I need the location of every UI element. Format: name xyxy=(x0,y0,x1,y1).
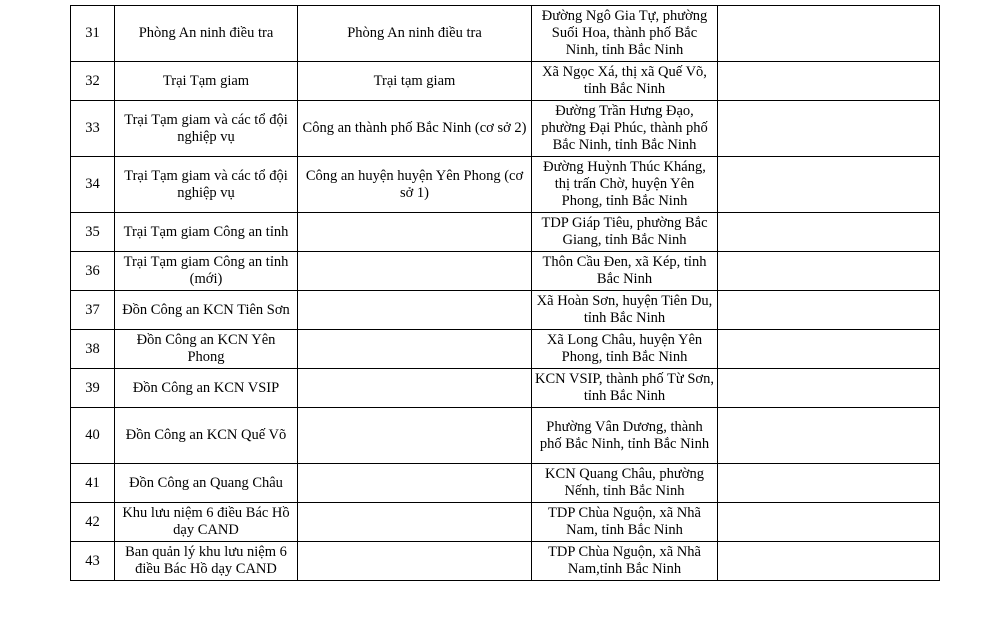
address: Phường Vân Dương, thành phố Bắc Ninh, tỉnh Bắc Ninh xyxy=(532,408,718,464)
table-row xyxy=(71,101,940,157)
location-name: Trại Tạm giam Công an tỉnh (mới) xyxy=(115,252,298,291)
row-number: 31 xyxy=(71,6,115,62)
extra-cell xyxy=(718,291,940,330)
address: Xã Ngọc Xá, thị xã Quế Võ, tỉnh Bắc Ninh xyxy=(532,62,718,101)
row-number: 33 xyxy=(71,101,115,157)
extra-cell xyxy=(718,62,940,101)
address: Đường Ngô Gia Tự, phường Suối Hoa, thành phố Bắc Ninh, tỉnh Bắc Ninh xyxy=(532,6,718,62)
location-name: Trại Tạm giam Công an tỉnh xyxy=(115,213,298,252)
location-name: Đồn Công an KCN Yên Phong xyxy=(115,330,298,369)
row-number: 39 xyxy=(71,369,115,408)
unit-name xyxy=(298,408,532,464)
unit-name xyxy=(298,330,532,369)
location-name: Đồn Công an KCN Quế Võ xyxy=(115,408,298,464)
row-number: 42 xyxy=(71,503,115,542)
row-number: 36 xyxy=(71,252,115,291)
table-row xyxy=(71,464,940,503)
address: TDP Giáp Tiêu, phường Bắc Giang, tỉnh Bắc Ninh xyxy=(532,213,718,252)
table-row xyxy=(71,291,940,330)
location-name: Ban quản lý khu lưu niệm 6 điều Bác Hồ dạy CAND xyxy=(115,542,298,581)
location-name: Trại Tạm giam và các tổ đội nghiệp vụ xyxy=(115,101,298,157)
address: KCN VSIP, thành phố Từ Sơn, tỉnh Bắc Ninh xyxy=(532,369,718,408)
unit-name xyxy=(298,252,532,291)
location-name: Trại Tạm giam xyxy=(115,62,298,101)
location-name: Trại Tạm giam và các tổ đội nghiệp vụ xyxy=(115,157,298,213)
unit-name: Trại tạm giam xyxy=(298,62,532,101)
unit-name xyxy=(298,464,532,503)
location-name: Đồn Công an KCN Tiên Sơn xyxy=(115,291,298,330)
unit-name xyxy=(298,542,532,581)
extra-cell xyxy=(718,101,940,157)
location-name: Khu lưu niệm 6 điều Bác Hồ dạy CAND xyxy=(115,503,298,542)
row-number: 32 xyxy=(71,62,115,101)
address: TDP Chùa Nguộn, xã Nhã Nam,tỉnh Bắc Ninh xyxy=(532,542,718,581)
address: Xã Hoàn Sơn, huyện Tiên Du, tỉnh Bắc Ninh xyxy=(532,291,718,330)
table-row xyxy=(71,503,940,542)
extra-cell xyxy=(718,330,940,369)
row-number: 43 xyxy=(71,542,115,581)
table-row xyxy=(71,213,940,252)
location-name: Đồn Công an KCN VSIP xyxy=(115,369,298,408)
extra-cell xyxy=(718,252,940,291)
unit-name xyxy=(298,503,532,542)
table-row xyxy=(71,62,940,101)
extra-cell xyxy=(718,6,940,62)
row-number: 37 xyxy=(71,291,115,330)
extra-cell xyxy=(718,408,940,464)
extra-cell xyxy=(718,213,940,252)
table-row xyxy=(71,408,940,464)
address: Xã Long Châu, huyện Yên Phong, tỉnh Bắc Ninh xyxy=(532,330,718,369)
row-number: 41 xyxy=(71,464,115,503)
address: KCN Quang Châu, phường Nếnh, tỉnh Bắc Ninh xyxy=(532,464,718,503)
location-name: Phòng An ninh điều tra xyxy=(115,6,298,62)
address: TDP Chùa Nguộn, xã Nhã Nam, tỉnh Bắc Ninh xyxy=(532,503,718,542)
extra-cell xyxy=(718,464,940,503)
extra-cell xyxy=(718,369,940,408)
unit-name: Phòng An ninh điều tra xyxy=(298,6,532,62)
row-number: 38 xyxy=(71,330,115,369)
address: Thôn Cầu Đen, xã Kép, tỉnh Bắc Ninh xyxy=(532,252,718,291)
unit-name xyxy=(298,291,532,330)
table-row xyxy=(71,252,940,291)
address: Đường Trần Hưng Đạo, phường Đại Phúc, thành phố Bắc Ninh, tỉnh Bắc Ninh xyxy=(532,101,718,157)
row-number: 40 xyxy=(71,408,115,464)
table-row xyxy=(71,542,940,581)
locations-table xyxy=(70,5,940,581)
row-number: 34 xyxy=(71,157,115,213)
unit-name xyxy=(298,213,532,252)
table-row xyxy=(71,6,940,62)
extra-cell xyxy=(718,542,940,581)
unit-name: Công an huyện huyện Yên Phong (cơ sở 1) xyxy=(298,157,532,213)
table-row xyxy=(71,330,940,369)
extra-cell xyxy=(718,157,940,213)
extra-cell xyxy=(718,503,940,542)
table-row xyxy=(71,157,940,213)
address: Đường Huỳnh Thúc Kháng, thị trấn Chờ, huyện Yên Phong, tỉnh Bắc Ninh xyxy=(532,157,718,213)
row-number: 35 xyxy=(71,213,115,252)
location-name: Đồn Công an Quang Châu xyxy=(115,464,298,503)
table-row xyxy=(71,369,940,408)
unit-name xyxy=(298,369,532,408)
unit-name: Công an thành phố Bắc Ninh (cơ sở 2) xyxy=(298,101,532,157)
